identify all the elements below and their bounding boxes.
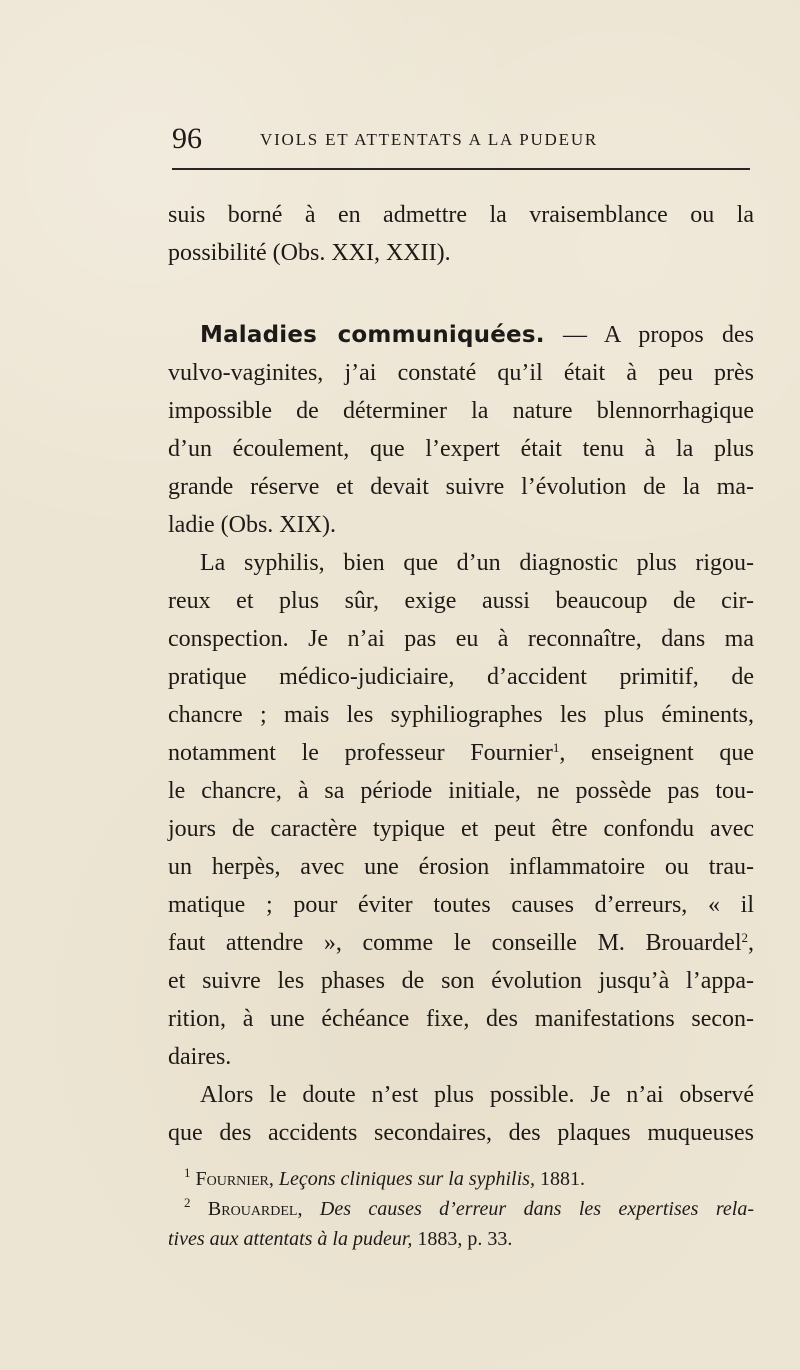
- text-line: jours de caractère typique et peut être confondu avec: [168, 816, 754, 842]
- text-line: possibilité (Obs. XXI, XXII).: [168, 240, 451, 266]
- text-line: reux et plus sûr, exige aussi beaucoup de cir-: [168, 588, 754, 614]
- text-line: matique ; pour éviter toutes causes d’erreurs, « il: [168, 892, 754, 918]
- text-line: grande réserve et devait suivre l’évolution de la ma-: [168, 474, 754, 500]
- running-head: VIOLS ET ATTENTATS A LA PUDEUR: [260, 130, 599, 149]
- text-line: ladie (Obs. XIX).: [168, 512, 336, 538]
- text-line: d’un écoulement, que l’expert était tenu à la plus: [168, 436, 754, 462]
- text-line: que des accidents secondaires, des plaques muqueuses: [168, 1120, 754, 1146]
- text-line: conspection. Je n’ai pas eu à reconnaître, dans ma: [168, 626, 754, 652]
- footnote-ref: 2: [741, 930, 748, 945]
- footnote-title: Des causes d’erreur dans les expertises rela-: [319, 1198, 754, 1220]
- text-line: chancre ; mais les syphiliographes les plus éminents,: [168, 702, 754, 728]
- text-line: daires.: [168, 1044, 232, 1070]
- text-line: pratique médico-judiciaire, d’accident primitif, de: [168, 664, 754, 690]
- footnote-author: Fournier,: [195, 1168, 274, 1190]
- text-line: faut attendre », comme le conseille M. Brouardel$^2$,: [168, 930, 754, 956]
- footnote-1: [168, 1164, 754, 1194]
- footnote-rest: 1881.: [539, 1168, 585, 1190]
- footnote-marker: 2: [184, 1195, 191, 1210]
- paragraph-spacer: [168, 272, 754, 316]
- footnote-author: Brouardel,: [207, 1198, 303, 1220]
- text-line: et suivre les phases de son évolution jusqu’à l’appa-: [168, 968, 754, 994]
- text-line: un herpès, avec une érosion inflammatoire ou trau-: [168, 854, 754, 880]
- text-line: Alors le doute n’est plus possible. Je n’ai observé: [200, 1082, 754, 1108]
- text-line: La syphilis, bien que d’un diagnostic plus rigou-: [200, 550, 754, 576]
- footnote-marker: 1: [184, 1165, 191, 1180]
- section-lead-text: — A propos des: [544, 322, 754, 348]
- page-header: [172, 116, 750, 170]
- footnote-2-line-1: [168, 1194, 754, 1224]
- text-line: suis borné à en admettre la vraisemblance ou la: [168, 202, 754, 228]
- text-line: impossible de déterminer la nature blennorrhagique: [168, 398, 754, 424]
- footnote-title-continued: tives aux attentats à la pudeur,: [168, 1228, 413, 1250]
- text-line: le chancre, à sa période initiale, ne possède pas tou-: [168, 778, 754, 804]
- footnotes: [168, 1164, 754, 1254]
- text-line: vulvo-vaginites, j’ai constaté qu’il était à peu près: [168, 360, 754, 386]
- footnote-rest: 1883, p. 33.: [417, 1228, 513, 1250]
- main-text: [168, 196, 754, 1152]
- footnote-title: Leçons cliniques sur la syphilis,: [278, 1168, 535, 1190]
- footnote-ref: 1: [552, 740, 560, 755]
- section-lead-line: [168, 316, 754, 354]
- section-title: Maladies communiquées.: [200, 322, 545, 348]
- text-line: notamment le professeur Fournier$^1$, enseignent que: [168, 740, 754, 766]
- page-number: 96: [172, 122, 202, 155]
- text-line: rition, à une échéance fixe, des manifestations secon-: [168, 1006, 754, 1032]
- footnote-2-line-2: [168, 1224, 754, 1254]
